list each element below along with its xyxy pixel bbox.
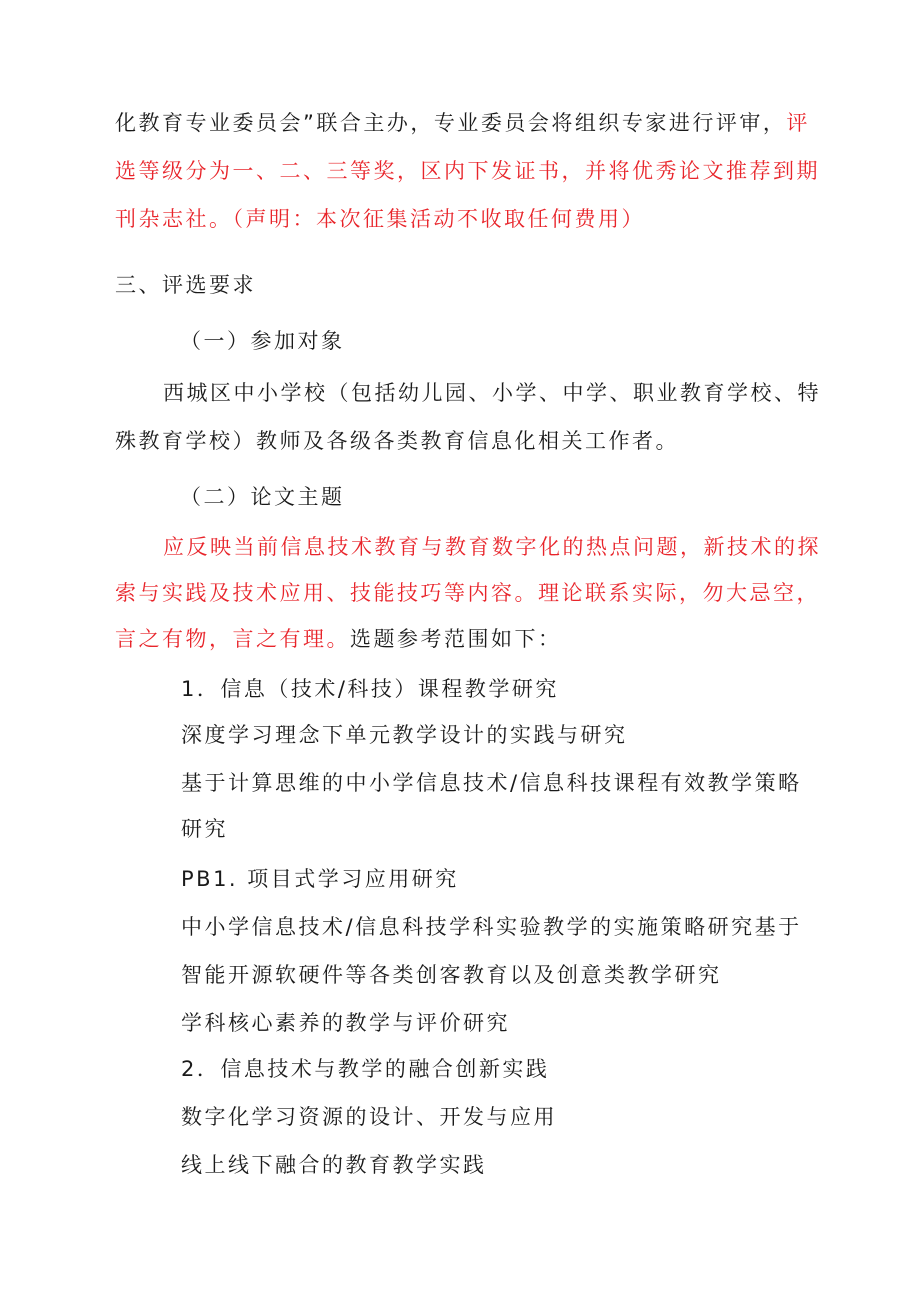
subheading-participants: （一）参加对象 [180,329,345,353]
section-heading-evaluation-requirements: 三、评选要求 [115,273,256,297]
topic-1-item-2-line-1: 基于计算思维的中小学信息技术/信息科技课程有效教学策略 [181,771,802,795]
topic-1-item-4-line-1: 中小学信息技术/信息科技学科实验教学的实施策略研究基于 [181,915,802,939]
intro-line-2: 选等级分为一、二、三等奖，区内下发证书，并将优秀论文推荐到期 [115,159,820,183]
topic-2-item-1: 数字化学习资源的设计、开发与应用 [181,1105,557,1129]
theme-line-3-highlight: 言之有物，言之有理。 [115,627,350,651]
intro-line-1-highlight: 评 [786,111,810,135]
topic-1-item-2-line-2: 研究 [181,817,228,841]
participants-line-2: 殊教育学校）教师及各级各类教育信息化相关工作者。 [115,429,679,453]
topic-1-item-1: 深度学习理念下单元教学设计的实践与研究 [181,723,628,747]
subheading-paper-theme: （二）论文主题 [180,485,345,509]
topic-2-heading: 2．信息技术与教学的融合创新实践 [181,1057,550,1081]
topic-1-item-4-line-2: 智能开源软硬件等各类创客教育以及创意类教学研究 [181,963,722,987]
theme-line-2: 索与实践及技术应用、技能技巧等内容。理论联系实际，勿大忌空， [115,581,820,605]
topic-1-item-5: 学科核心素养的教学与评价研究 [181,1011,510,1035]
theme-line-3-text: 选题参考范围如下： [350,627,562,651]
participants-line-1: 西城区中小学校（包括幼儿园、小学、中学、职业教育学校、特 [163,381,821,405]
theme-line-3 [115,624,562,654]
intro-line-1-text: 化教育专业委员会”联合主办，专业委员会将组织专家进行评审， [115,111,787,135]
intro-line-1 [115,108,810,138]
topic-1-heading: 1．信息（技术/科技）课程教学研究 [181,677,559,701]
intro-line-3: 刊杂志社。（声明：本次征集活动不收取任何费用） [115,207,645,231]
topic-2-item-2: 线上线下融合的教育教学实践 [181,1153,487,1177]
topic-1-item-3: PB1. 项目式学习应用研究 [181,867,459,891]
theme-line-1: 应反映当前信息技术教育与教育数字化的热点问题，新技术的探 [163,535,821,559]
